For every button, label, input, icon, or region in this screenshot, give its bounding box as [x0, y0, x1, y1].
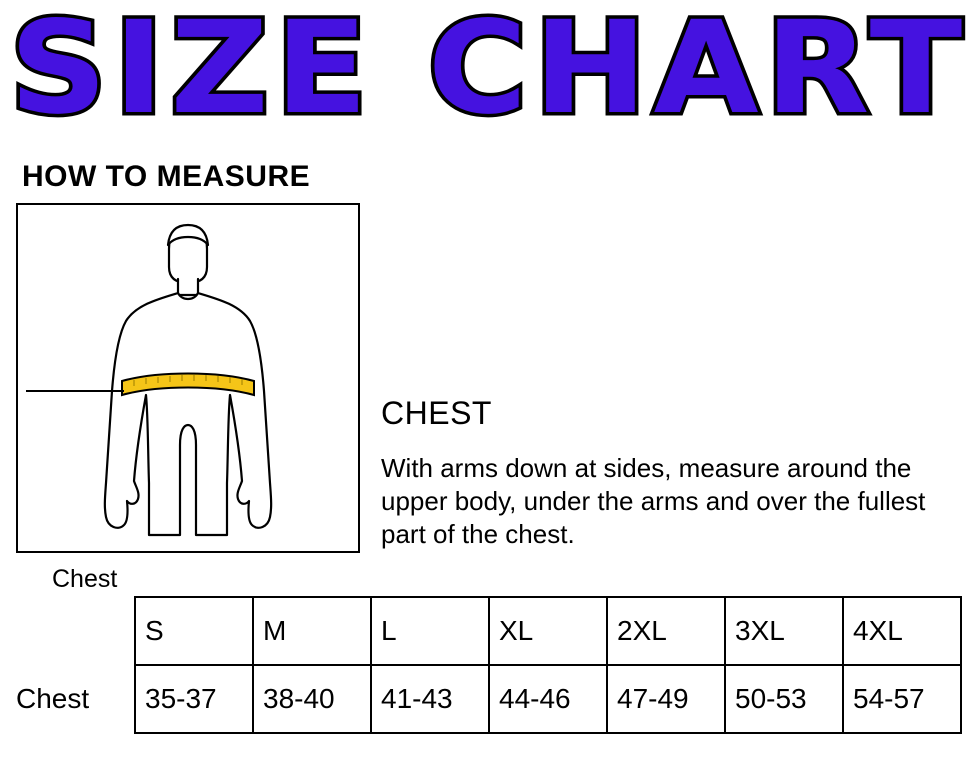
table-cell-chest-m: 38-40	[253, 665, 371, 733]
table-cell-chest-xl: 44-46	[489, 665, 607, 733]
table-header-4xl: 4XL	[843, 597, 961, 665]
male-torso-illustration	[18, 205, 358, 551]
table-cell-chest-s: 35-37	[135, 665, 253, 733]
table-cell-chest-2xl: 47-49	[607, 665, 725, 733]
page-title: SIZE CHART	[9, 0, 969, 143]
description-body: With arms down at sides, measure around the upper body, under the arms and over the fullest part of the chest.	[381, 453, 926, 549]
table-header-l: L	[371, 597, 489, 665]
table-header-xl: XL	[489, 597, 607, 665]
table-corner-cell	[10, 597, 135, 665]
table-row	[10, 665, 961, 733]
table-header-3xl: 3XL	[725, 597, 843, 665]
table-cell-chest-3xl: 50-53	[725, 665, 843, 733]
table-header-2xl: 2XL	[607, 597, 725, 665]
table-header-m: M	[253, 597, 371, 665]
table-row-header	[10, 597, 961, 665]
measurement-figure-box	[16, 203, 360, 593]
how-to-measure-heading: HOW TO MEASURE	[22, 160, 311, 193]
size-chart-table	[10, 596, 962, 734]
table-header-s: S	[135, 597, 253, 665]
table-cell-chest-l: 41-43	[371, 665, 489, 733]
table-cell-chest-4xl: 54-57	[843, 665, 961, 733]
description-heading: CHEST	[381, 395, 492, 431]
chest-callout-label: Chest	[52, 565, 118, 593]
table-row-label-chest: Chest	[16, 683, 90, 714]
page-title-banner	[0, 0, 978, 144]
